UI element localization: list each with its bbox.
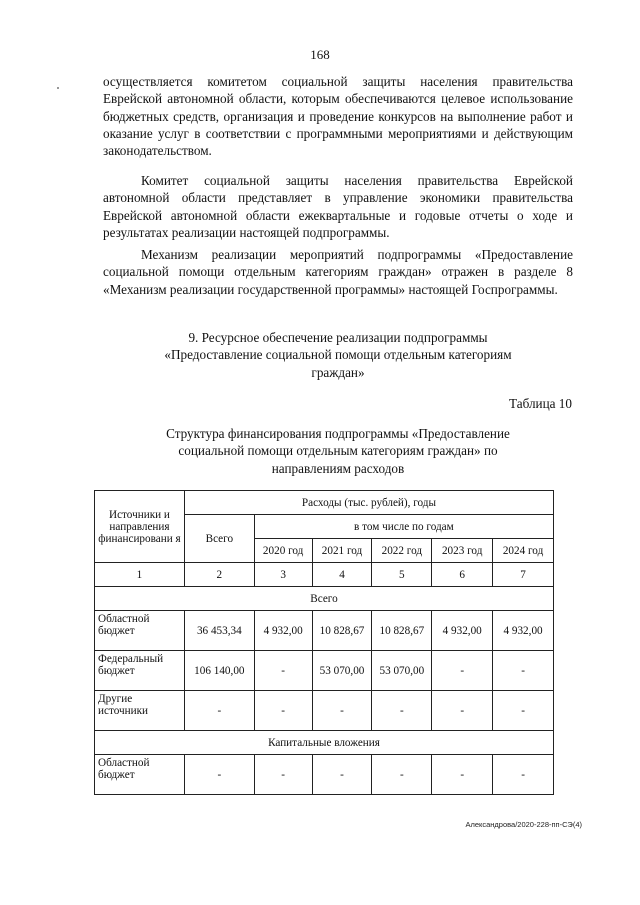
cell-value: - (254, 691, 312, 731)
table-row (95, 755, 554, 795)
cell-value: - (432, 691, 493, 731)
cell-value: - (184, 755, 254, 795)
cell-value: 4 932,00 (254, 611, 312, 651)
header-year: 2024 год (493, 539, 554, 563)
cell-value: - (493, 691, 554, 731)
scan-speck (57, 87, 59, 89)
section-heading: 9. Ресурсное обеспечение реализации подпрограммы «Предоставление социальной помощи отдельным категориям граждан» (164, 330, 512, 380)
table-row (95, 611, 554, 651)
cell-value: - (432, 755, 493, 795)
row-source-name: Другие источники (95, 691, 185, 731)
cell-value: 10 828,67 (312, 611, 372, 651)
column-number: 5 (372, 563, 432, 587)
cell-value: 4 932,00 (493, 611, 554, 651)
column-number: 2 (184, 563, 254, 587)
column-number: 4 (312, 563, 372, 587)
cell-value: - (493, 755, 554, 795)
table-row (95, 691, 554, 731)
header-total: Всего (184, 515, 254, 563)
header-expenses: Расходы (тыс. рублей), годы (184, 491, 553, 515)
cell-value: - (184, 691, 254, 731)
cell-value: 53 070,00 (312, 651, 372, 691)
column-number: 7 (493, 563, 554, 587)
table-label: Таблица 10 (509, 396, 572, 411)
row-source-name: Областной бюджет (95, 755, 185, 795)
cell-value: - (312, 691, 372, 731)
header-year: 2023 год (432, 539, 493, 563)
header-year: 2020 год (254, 539, 312, 563)
cell-value: - (312, 755, 372, 795)
section-row-capital: Капитальные вложения (95, 731, 554, 755)
row-source-name: Областной бюджет (95, 611, 185, 651)
header-sources: Источники и направления финансировани я (95, 491, 185, 563)
table-row (95, 651, 554, 691)
cell-value: - (254, 755, 312, 795)
cell-value: - (254, 651, 312, 691)
header-year: 2021 год (312, 539, 372, 563)
page-number: 168 (310, 47, 330, 62)
cell-value: - (372, 755, 432, 795)
footer-document-code: Александрова/2020-228-пп-СЭ(4) (465, 820, 582, 829)
column-number: 3 (254, 563, 312, 587)
column-number: 6 (432, 563, 493, 587)
table-title: Структура финансирования подпрограммы «Предоставление социальной помощи отдельным категориям граждан» по направлениям расходов (166, 426, 510, 476)
row-source-name: Федеральный бюджет (95, 651, 185, 691)
cell-value: - (372, 691, 432, 731)
financing-table (94, 490, 554, 795)
cell-value: 4 932,00 (432, 611, 493, 651)
header-year: 2022 год (372, 539, 432, 563)
cell-value: 53 070,00 (372, 651, 432, 691)
section-row-total: Всего (95, 587, 554, 611)
column-number: 1 (95, 563, 185, 587)
paragraph-1: осуществляется комитетом социальной защиты населения правительства Еврейской автономной области, которым обеспечиваются целевое использование бюджетных средств, организация и проведение конкурсов на выполнение работ и оказание услуг в соответствии с программными мероприятиями и действующим законодательством. (103, 74, 573, 159)
paragraph-2: Комитет социальной защиты населения правительства Еврейской автономной области представляет в управление экономики правительства Еврейской автономной области ежеквартальные и годовые отчеты о ходе и результатах реализации настоящей подпрограммы. (103, 173, 573, 240)
cell-value: 106 140,00 (184, 651, 254, 691)
cell-value: 36 453,34 (184, 611, 254, 651)
paragraph-3: Механизм реализации мероприятий подпрограммы «Предоставление социальной помощи отдельным категориям граждан» отражен в разделе 8 «Механизм реализации государственной программы» настоящей Госпрограммы. (103, 247, 573, 297)
cell-value: - (493, 651, 554, 691)
cell-value: 10 828,67 (372, 611, 432, 651)
cell-value: - (432, 651, 493, 691)
header-by-years: в том числе по годам (254, 515, 553, 539)
